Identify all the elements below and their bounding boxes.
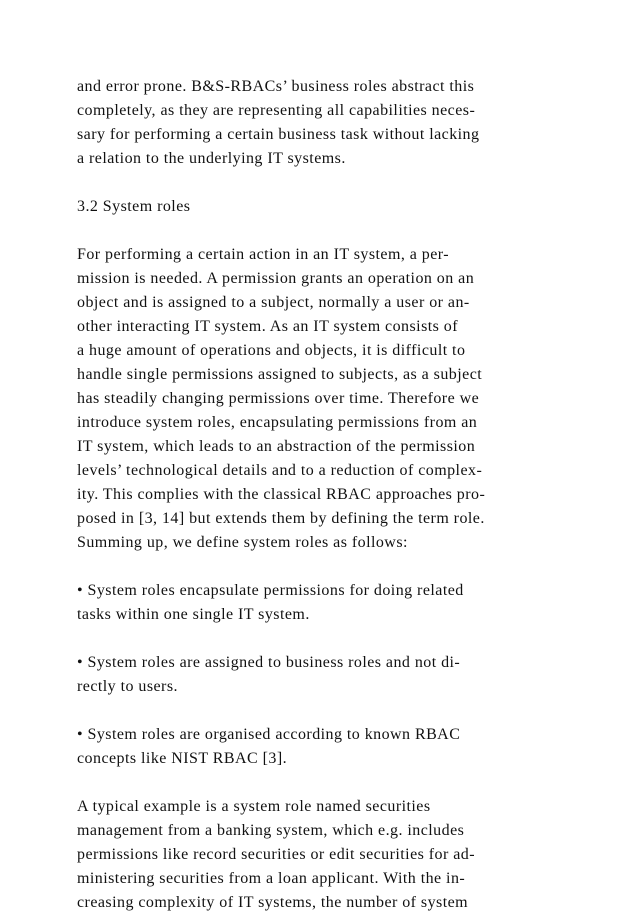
- text-line: Summing up, we define system roles as follows:: [77, 534, 408, 551]
- text-line: ity. This complies with the classical RBAC approaches pro-: [77, 486, 486, 503]
- text-line: levels’ technological details and to a reduction of complex-: [77, 462, 483, 479]
- text-line: management from a banking system, which e.g. includes: [77, 822, 465, 839]
- text-line: IT system, which leads to an abstraction of the permission: [77, 438, 476, 455]
- text-line: sary for performing a certain business task without lacking: [77, 126, 480, 143]
- bullet-item: [77, 723, 607, 771]
- text-line: completely, as they are representing all capabilities neces-: [77, 102, 476, 119]
- bullet-item: [77, 579, 607, 627]
- text-line: has steadily changing permissions over time. Therefore we: [77, 390, 480, 407]
- text-line: a huge amount of operations and objects, it is difficult to: [77, 342, 466, 359]
- example-paragraph: [77, 795, 607, 915]
- paragraph-gap: [77, 627, 607, 651]
- text-line: • System roles encapsulate permissions for doing related: [77, 582, 464, 599]
- system-roles-paragraph: [77, 243, 607, 555]
- intro-paragraph: [77, 75, 607, 171]
- text-line: • System roles are organised according to known RBAC: [77, 726, 461, 743]
- text-line: For performing a certain action in an IT system, a per-: [77, 246, 450, 263]
- text-line: ministering securities from a loan applicant. With the in-: [77, 870, 466, 887]
- text-line: a relation to the underlying IT systems.: [77, 150, 346, 167]
- text-line: rectly to users.: [77, 678, 178, 695]
- text-line: creasing complexity of IT systems, the number of system: [77, 894, 469, 911]
- paragraph-gap: [77, 555, 607, 579]
- paragraph-gap: [77, 699, 607, 723]
- text-line: posed in [3, 14] but extends them by defining the term role.: [77, 510, 485, 527]
- text-line: other interacting IT system. As an IT system consists of: [77, 318, 459, 335]
- paragraph-gap: [77, 171, 607, 195]
- paragraph-gap: [77, 219, 607, 243]
- text-line: mission is needed. A permission grants an operation on an: [77, 270, 475, 287]
- text-line: handle single permissions assigned to subjects, as a subject: [77, 366, 483, 383]
- document-body: [77, 75, 607, 915]
- text-line: • System roles are assigned to business roles and not di-: [77, 654, 461, 671]
- bullet-item: [77, 651, 607, 699]
- text-line: object and is assigned to a subject, normally a user or an-: [77, 294, 470, 311]
- section-heading: 3.2 System roles: [77, 198, 191, 215]
- text-line: A typical example is a system role named securities: [77, 798, 431, 815]
- text-line: tasks within one single IT system.: [77, 606, 310, 623]
- text-line: concepts like NIST RBAC [3].: [77, 750, 288, 767]
- text-line: introduce system roles, encapsulating permissions from an: [77, 414, 478, 431]
- text-line: and error prone. B&S-RBACs’ business roles abstract this: [77, 78, 475, 95]
- text-line: permissions like record securities or edit securities for ad-: [77, 846, 475, 863]
- paragraph-gap: [77, 771, 607, 795]
